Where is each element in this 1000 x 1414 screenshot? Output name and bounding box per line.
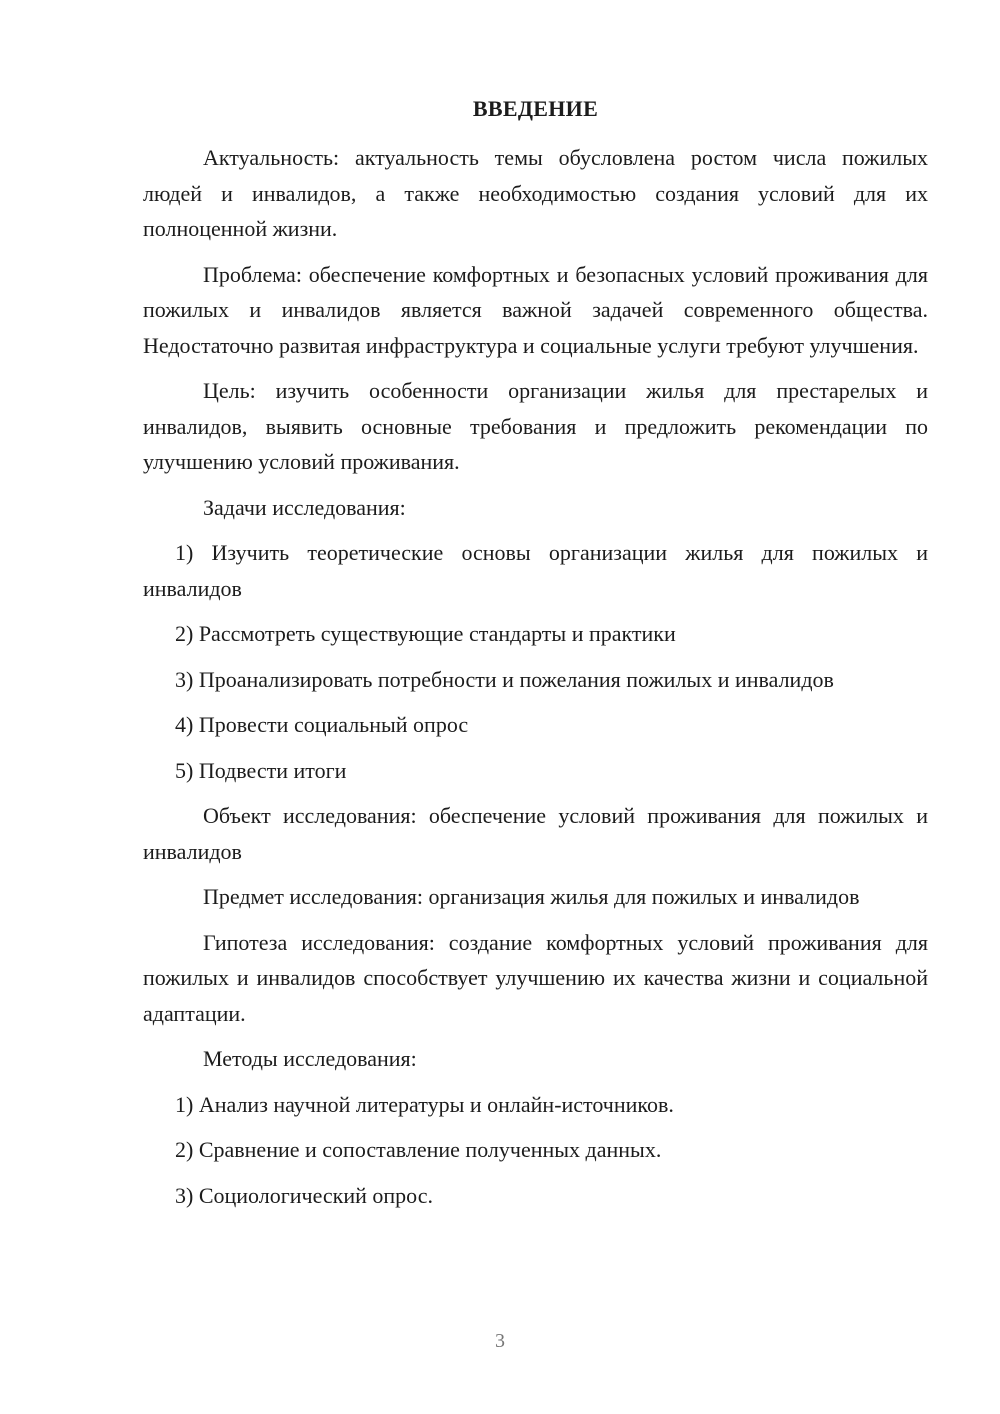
- goal-paragraph: Цель: изучить особенности организации жилья для престарелых и инвалидов, выявить основные требования и предложить рекомендации по улучшению условий проживания.: [143, 378, 928, 474]
- methods-label: Методы исследования:: [203, 1046, 417, 1071]
- relevance-paragraph: Актуальность: актуальность темы обусловлена ростом числа пожилых людей и инвалидов, а также необходимостью создания условий для их полноценной жизни.: [143, 145, 928, 241]
- list-item: 4) Провести социальный опрос: [175, 712, 469, 737]
- subject-paragraph: Предмет исследования: организация жилья для пожилых и инвалидов: [203, 884, 860, 909]
- tasks-label: Задачи исследования:: [203, 494, 406, 520]
- page-number: 3: [495, 1330, 505, 1352]
- list-item: 1) Изучить теоретические основы организации жилья для пожилых и инвалидов: [143, 540, 928, 601]
- object-paragraph: Объект исследования: обеспечение условий проживания для пожилых и инвалидов: [143, 803, 928, 864]
- list-item: 2) Рассмотреть существующие стандарты и практики: [175, 621, 676, 646]
- tasks-list: [143, 535, 928, 788]
- list-item: 5) Подвести итоги: [175, 757, 347, 783]
- list-item: 3) Проанализировать потребности и пожелания пожилых и инвалидов: [175, 666, 834, 692]
- problem-paragraph: Проблема: обеспечение комфортных и безопасных условий проживания для пожилых и инвалидов является важной задачей современного общества. Недостаточно развитая инфраструктура и социальные услуги требуют улучшения.: [143, 261, 928, 358]
- methods-list: [143, 1087, 928, 1214]
- hypothesis-paragraph: Гипотеза исследования: создание комфортных условий проживания для пожилых и инвалидов способствует улучшению их качества жизни и социальной адаптации.: [143, 929, 928, 1026]
- list-item: 3) Социологический опрос.: [175, 1182, 433, 1208]
- list-item: 1) Анализ научной литературы и онлайн-источников.: [175, 1091, 674, 1117]
- list-item: 2) Сравнение и сопоставление полученных данных.: [175, 1137, 662, 1162]
- document-page: [143, 94, 928, 1223]
- section-title: ВВЕДЕНИЕ: [472, 96, 599, 121]
